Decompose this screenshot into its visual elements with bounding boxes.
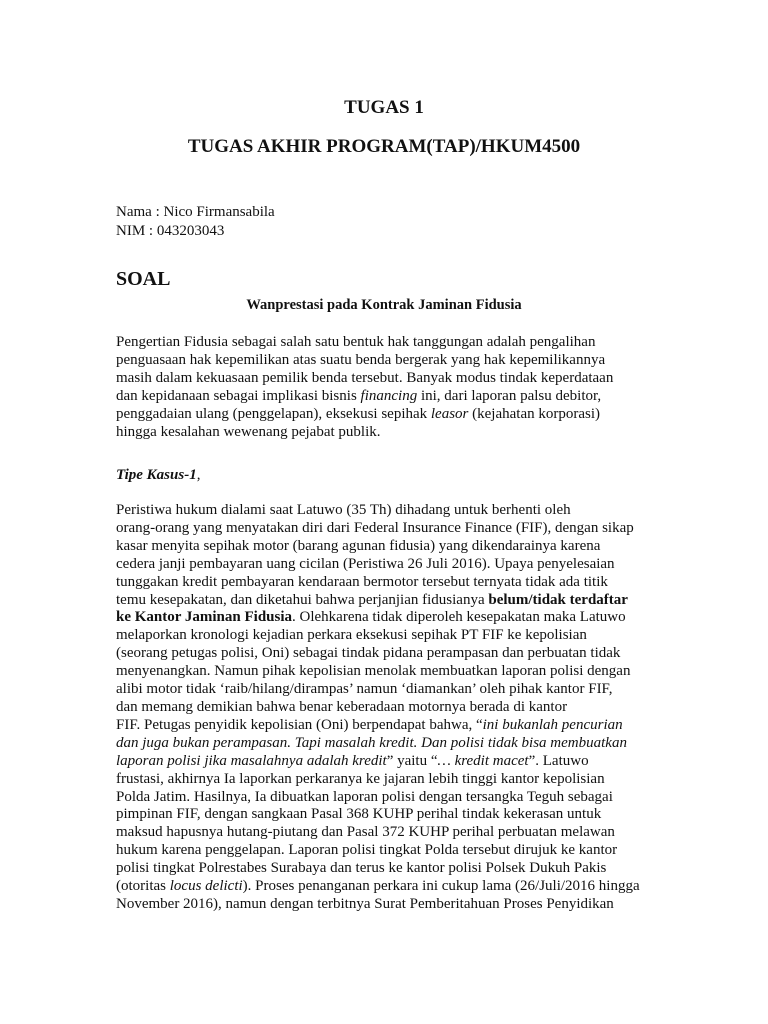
bold-phrase: ke Kantor Jaminan Fidusia [116,609,293,626]
text-line: pimpinan FIF, dengan sangkaan Pasal 368 KUHP perihal tindak kekerasan untuk [116,806,602,823]
text-line: ke Kantor Jaminan Fidusia. Olehkarena tidak diperoleh kesepakatan maka Latuwo [116,609,626,626]
bold-phrase: belum/tidak terdaftar [488,591,628,608]
italic-term: financing [360,387,418,404]
text-line: penggadaian ulang (penggelapan), eksekusi sepihak leasor (kejahatan korporasi) [116,405,600,422]
text-line: Pengertian Fidusia sebagai salah satu bentuk hak tanggungan adalah pengalihan [116,334,596,350]
paragraph-case [116,502,640,914]
italic-quote: … kredit macet [437,752,529,769]
student-nim: NIM : 043203043 [116,223,225,239]
text-line: orang-orang yang menyatakan diri dari Federal Insurance Finance (FIF), dengan sikap [116,519,634,536]
text-line: maksud hapusnya hutang-piutang dan Pasal 372 KUHP perihal perbuatan melawan [116,824,615,841]
italic-term: locus delicti [169,878,243,895]
italic-quote: laporan polisi jika masalahnya adalah kredit [116,752,387,769]
italic-quote: dan juga bukan perampasan. Tapi masalah kredit. Dan polisi tidak bisa membuatkan [116,734,627,751]
case-label: Tipe Kasus-1, [116,467,201,483]
text-line: frustasi, akhirnya Ia laporkan perkaranya ke jajaran lebih tinggi kantor kepolisian [116,770,605,787]
text-line: temu kesepakatan, dan diketahui bahwa perjanjian fidusianya belum/tidak terdaftar [116,591,628,608]
text-line: penguasaan hak kepemilikan atas suatu benda bergerak yang hak kepemilikannya [116,351,606,368]
document-title: TUGAS 1 [344,97,424,118]
italic-quote: ini bukanlah pencurian [482,716,623,733]
text-line: dan kepidanaan sebagai implikasi bisnis financing ini, dari laporan palsu debitor, [116,387,602,404]
text-line: dan memang demikian bahwa benar keberadaan motornya berada di kantor [116,698,568,715]
section-subheading: Wanprestasi pada Kontrak Jaminan Fidusia [246,297,522,313]
text-line: Peristiwa hukum dialami saat Latuwo (35 Th) dihadang untuk berhenti oleh [116,502,571,518]
document-subtitle: TUGAS AKHIR PROGRAM(TAP)/HKUM4500 [187,136,581,157]
text-line: Polda Jatim. Hasilnya, Ia dibuatkan laporan polisi dengan tersangka Teguh sebagai [116,788,613,805]
text-line: kasar menyita sepihak motor (barang agunan fidusia) yang dikendarainya karena [116,537,601,554]
section-heading: SOAL [116,268,171,290]
text-line: hingga kesalahan wewenang pejabat publik. [116,423,381,440]
text-line: masih dalam kekuasaan pemilik benda tersebut. Banyak modus tindak keperdataan [116,369,614,386]
text-line: alibi motor tidak ‘raib/hilang/dirampas’ namun ‘diamankan’ oleh pihak kantor FIF, [116,681,613,698]
text-line: cedera janji pembayaran uang cicilan (Peristiwa 26 Juli 2016). Upaya penyelesaian [116,555,615,572]
text-line: hukum karena penggelapan. Laporan polisi tingkat Polda tersebut dirujuk ke kantor [116,842,618,859]
text-line: (seorang petugas polisi, Oni) sebagai tindak pidana perampasan dan perbuatan tidak [116,645,621,662]
text-line: tunggakan kredit pembayaran kendaraan bermotor tersebut ternyata tidak ada titik [116,573,608,590]
text-line: melaporkan kronologi kejadian perkara eksekusi sepihak PT FIF ke kepolisian [116,627,587,644]
text-line: November 2016), namun dengan terbitnya Surat Pemberitahuan Proses Penyidikan [116,895,614,912]
text-line: polisi tingkat Polrestabes Surabaya dan terus ke kantor polisi Polsek Dukuh Pakis [116,860,607,877]
text-line: (otoritas locus delicti). Proses penanganan perkara ini cukup lama (26/Juli/2016 hingga [116,878,640,895]
text-line: menyenangkan. Namun pihak kepolisian menolak membuatkan laporan polisi dengan [116,663,631,680]
text-line: laporan polisi jika masalahnya adalah kredit” yaitu “… kredit macet”. Latuwo [116,752,589,769]
student-identity [116,203,275,241]
student-name: Nama : Nico Firmansabila [116,204,275,220]
paragraph-intro [116,334,636,441]
text-line: FIF. Petugas penyidik kepolisian (Oni) berpendapat bahwa, “ini bukanlah pencurian [116,716,623,733]
italic-term: leasor [430,405,469,422]
case-label-text: Tipe Kasus-1 [116,467,197,483]
text-line [116,735,636,753]
